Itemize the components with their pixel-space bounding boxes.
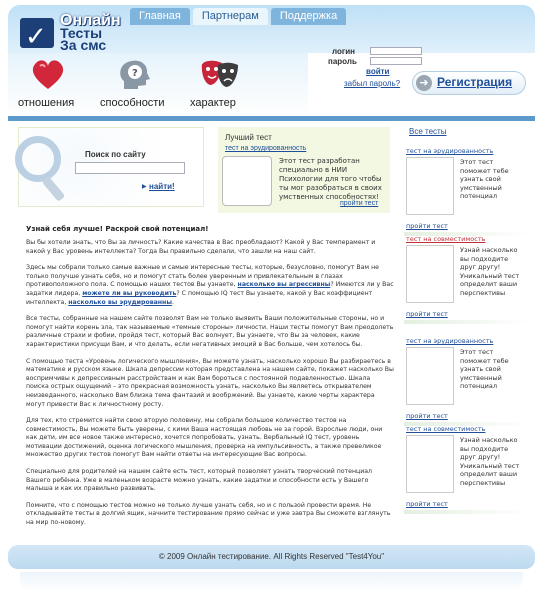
logo-box	[20, 18, 54, 52]
category-label: отношения	[18, 97, 75, 109]
article-paragraph: Помните, что с помощью тестов можно не только лучше узнать себя, но и с пользой провести время. Не откладывайте тесты в долгий ящик, начните тестирование прямо сейчас и уже завтра Вы сможете взглянуть на мир по-новому.	[26, 501, 391, 527]
main-article	[26, 225, 394, 536]
search-button[interactable]: найти!	[149, 182, 175, 191]
copyright-text: © 2009 Онлайн тестирование. All Rights Reserved "Test4You"	[158, 552, 385, 561]
best-test-heading: Лучший тест	[225, 133, 272, 142]
take-test-link[interactable]: пройти тест	[406, 310, 448, 318]
test-category-link[interactable]: тест на совместимость	[406, 425, 486, 433]
take-test-link[interactable]: пройти тест	[406, 500, 448, 508]
category-character[interactable]	[188, 53, 268, 115]
footer-shadow	[20, 572, 523, 592]
footer-bar	[8, 545, 535, 569]
best-test-panel	[218, 127, 390, 213]
test-description: Узнай насколько вы подходите друг другу! Уникальный тест определит ваши перспективы	[460, 436, 520, 487]
test-description: Этот тест поможет тебе узнать свой умственный потенциал	[460, 158, 509, 200]
test-thumbnail[interactable]	[406, 435, 454, 493]
test-thumbnail[interactable]	[406, 157, 454, 215]
arrow-right-icon: ➜	[416, 75, 432, 91]
test-category-link[interactable]: тест на эрудированность	[406, 337, 494, 345]
test-thumbnail[interactable]	[222, 156, 272, 206]
take-test-link[interactable]: пройти тест	[406, 222, 448, 230]
login-input[interactable]	[370, 47, 422, 55]
aggression-test-link[interactable]: насколько вы агрессивны	[237, 281, 331, 289]
article-title: Узнай себя лучше! Раскрой свой потенциал!	[26, 225, 209, 233]
erudition-test-link[interactable]: насколько вы эрудированны	[68, 298, 172, 306]
article-paragraph: Специально для родителей на нашем сайте есть тест, который позволяет узнать творческий потенциал Вашего ребёнка. Уже в маленьком возрасте можно узнать, какие задатки и способности есть у Вашего малыша и как их правильно развивать.	[26, 468, 372, 493]
article-paragraph: Для тех, кто стремится найти свою вторую половину, мы собрали большое количество тестов на совместимость, Вы можете быть уверены, с кими Ваша настоящая любовь не за горой. Взрослые люди, они как дети, им все новое также интересно, хочется попробовать, узнать. Вербальный IQ тест, уровень мотивации достижений, оценка логического мышления, проверка на импульсивность, а также превеликое множество других тестов помогут Вам найти ответы на интересующие Вас вопросы.	[26, 417, 383, 459]
sidebar-test-item	[404, 337, 530, 427]
test-thumbnail[interactable]	[406, 245, 454, 303]
login-panel	[308, 44, 533, 104]
checkmark-icon: ✓	[25, 22, 47, 52]
login-label: логин	[332, 47, 355, 56]
separator	[404, 510, 530, 514]
magnifier-handle	[42, 176, 66, 202]
take-test-link[interactable]: пройти тест	[406, 412, 448, 420]
svg-text:?: ?	[132, 68, 138, 79]
article-paragraph: С помощью теста «Уровень логического мышления», Вы можете узнать, насколько хорошо Вы разбираетесь в математике и русском языке. Шкала депрессии которая представлена на нашем сайте, покажет насколько Вы воспримчивы к депрессивным расстройствам и как Вам бороться с постоянной подавленностью. Шкала поиска острых ощущений – это прекрасная возможность узнать, насколько Вы являетесь открывателем неизведанного, насколько Вам близка тема фантазий и вообржений. Вы узнаете, какие черты характера могут привести Вас к личностному росту.	[26, 357, 394, 408]
sidebar-test-item	[404, 425, 530, 515]
article-paragraph: Здесь мы собрали только самые важные и самые интересные тесты, которые, безусловно, помогут Вам не только получше узнать себя, но и помогут стать более уверенным и привлекательным в глазах противоположного пола. С помощью наших тестов Вы узнаете, насколько вы агрессивны? Имеются ли у Вас задатки лидера, можете ли вы руководить? С помощью IQ тест Вы узнаете, какой у Вас коэффициент интеллекта, насколько вы эрудированны.	[26, 264, 394, 306]
password-input[interactable]	[370, 57, 422, 65]
search-label: Поиск по сайту	[85, 150, 146, 159]
password-label: пароль	[328, 57, 357, 66]
test-category-link[interactable]: тест на совместимость	[406, 235, 486, 243]
divider-bar	[8, 116, 535, 121]
site-search	[18, 127, 204, 207]
head-question-icon	[114, 57, 154, 91]
test-description: Узнай насколько вы подходите друг другу! Уникальный тест определит ваши перспективы	[460, 246, 520, 297]
test-description: Этот тест поможет тебе узнать свой умственный потенциал	[460, 348, 509, 390]
tab-partners[interactable]: Партнерам	[193, 8, 268, 25]
category-abilities[interactable]	[94, 53, 179, 115]
heart-icon	[28, 57, 68, 91]
register-label: Регистрация	[437, 75, 513, 89]
main-nav	[130, 8, 346, 25]
tab-support[interactable]: Поддержка	[271, 8, 346, 25]
search-input[interactable]	[75, 162, 185, 174]
take-test-link[interactable]: пройти тест	[340, 200, 379, 207]
sidebar-test-item	[404, 235, 530, 325]
site-logo[interactable]	[20, 10, 130, 52]
tab-home[interactable]: Главная	[130, 8, 190, 25]
best-test-description: Этот тест разработан специально в НИИ Психологии для того чтобы ты мог разобраться в своих умственных способностях!	[279, 157, 382, 201]
logo-line1: Онлайн	[60, 12, 121, 29]
register-button[interactable]	[412, 71, 526, 95]
best-test-category-link[interactable]: тест на эрудированность	[225, 145, 307, 152]
all-tests-link[interactable]: Все тесты	[409, 127, 447, 136]
masks-icon	[198, 57, 242, 91]
article-paragraph: Все тесты, собранные на нашем сайте позволят Вам не только выявить Ваши положительные стороны, но и помогут найти корень зла, так называемые «темные стороны» личности. Наши тесты помогут Вам преодолеть различные страхи и фобии, пройдя тест, который Вас волнует, Вы узнаете, что Вы за человек, какие характеристики присущи Вам, и что делать, если негативных эмоций в Вас больше, чем хотелось бы.	[26, 315, 394, 348]
logo-line2: Тесты За смс	[60, 25, 107, 53]
category-label: характер	[190, 97, 236, 109]
test-thumbnail[interactable]	[406, 347, 454, 405]
leadership-test-link[interactable]: можете ли вы руководить	[82, 289, 177, 297]
separator	[404, 320, 530, 324]
enter-link[interactable]: войти	[366, 67, 390, 76]
category-label: способности	[100, 97, 165, 109]
arrow-icon: ▶	[142, 183, 147, 190]
categories-banner	[8, 53, 308, 115]
forgot-password-link[interactable]: забыл пароль?	[344, 79, 401, 88]
test-category-link[interactable]: тест на эрудированность	[406, 147, 494, 155]
sidebar-test-item	[404, 147, 530, 237]
magnifier-icon	[15, 136, 61, 182]
category-relations[interactable]	[16, 53, 86, 115]
article-paragraph: Вы бы хотели знать, что Вы за личность? Какие качества в Вас преобладают? Какой у Вас темперамент и какой у Вас уровень интеллекта? Тогда Вы правильно сделали, что зашли на наш сайт.	[26, 239, 376, 255]
